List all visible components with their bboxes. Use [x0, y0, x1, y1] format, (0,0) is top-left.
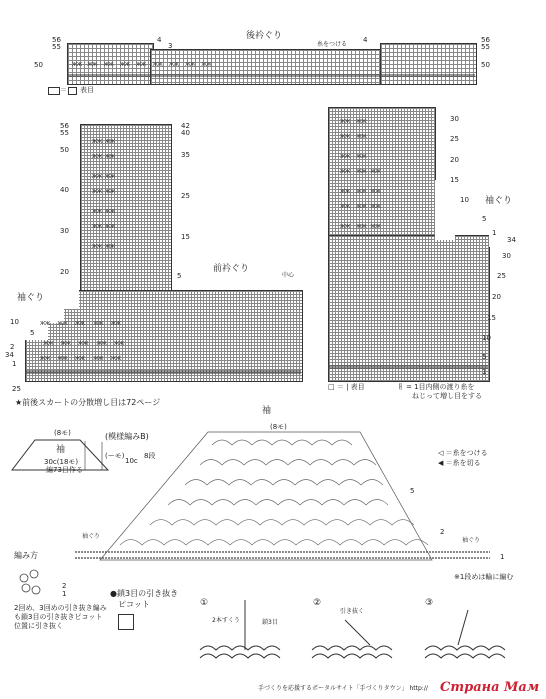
- step-4a: 4: [157, 36, 162, 44]
- picot-label-3: 引き抜く: [340, 608, 365, 615]
- back-neck-title: 後衿ぐり: [246, 31, 283, 41]
- front-motifs: ЖЖ ЖЖ ЖЖ ЖЖ ЖЖ ЖЖ ЖЖ ЖЖ ЖЖ ЖЖ ЖЖ ЖЖ ЖЖ ЖЖ: [92, 139, 115, 250]
- skirt-note: ★前後スカートの分散増し目は72ページ: [15, 398, 161, 407]
- front-row-30: 30: [60, 227, 69, 235]
- method-step-1: 1: [62, 590, 67, 598]
- front-right-25: 25: [181, 192, 190, 200]
- front-neck-title: 前衿ぐり: [213, 264, 250, 274]
- row-56-right: 56: [481, 36, 490, 44]
- sleeve-top-label: (8モ): [54, 429, 71, 437]
- picot-label-2: 鎖3目: [262, 619, 278, 626]
- front-row-5: 5: [30, 329, 35, 337]
- sleeve-join-legend: ◁ ＝糸をつける: [438, 449, 488, 457]
- side-r-5b: 5: [482, 353, 487, 361]
- footer-text: 手づくりを応援するポータルサイト「手づくりタウン」 http://: [258, 685, 428, 692]
- front-row-25: 25: [12, 385, 21, 393]
- side-r-20: 20: [450, 156, 459, 164]
- front-row-55: 55: [60, 129, 69, 137]
- picot-title2: ピコット: [118, 600, 150, 609]
- front-right-15: 15: [181, 233, 190, 241]
- sleeve-small-title: 袖: [56, 445, 66, 455]
- front-right-40: 40: [181, 129, 190, 137]
- side-r-10b: 10: [482, 334, 491, 342]
- side-r-1b: 1: [482, 368, 487, 376]
- center-label: 中心: [282, 272, 295, 279]
- side-r-25: 25: [450, 135, 459, 143]
- sleeve-row-5: 5: [410, 487, 415, 495]
- legend-equals: ＝: [60, 86, 67, 94]
- row-55-right: 55: [481, 43, 490, 51]
- legend2-item-1: □ ＝ | 表目: [328, 383, 365, 391]
- front-row-2: 2: [10, 343, 15, 351]
- join-label: 糸をつける: [317, 41, 348, 48]
- side-r-5: 5: [482, 215, 487, 223]
- picot-step-1: ①: [200, 598, 209, 608]
- picot-step-2: ②: [313, 598, 322, 608]
- sleeve-note: ※1段めは輪に編む: [454, 573, 514, 581]
- sleeve-pick: 編73目作る: [46, 466, 83, 474]
- picot-step-3: ③: [425, 598, 434, 608]
- side-r-15: 15: [450, 176, 459, 184]
- front-row-56: 56: [60, 122, 69, 130]
- method-text-3: 位置に引き抜く: [14, 622, 63, 630]
- sleeve-row-2: 2: [440, 528, 445, 536]
- row-50-left: 50: [34, 61, 43, 69]
- sleeve-left-armhole: 袖ぐり: [82, 533, 101, 540]
- sleeve-rows: 8段: [144, 452, 156, 460]
- legend2-item-2: ㅐ = 1目内側の渡り糸を: [397, 383, 475, 391]
- side-armhole-label: 袖ぐり: [485, 196, 513, 206]
- method-text-1: 2回め、3回めの引き抜き編み: [14, 604, 107, 612]
- row-50-right: 50: [481, 61, 490, 69]
- side-r-1: 1: [492, 229, 497, 237]
- front-right-42: 42: [181, 122, 190, 130]
- sleeve-pattern: (模様編みB): [105, 432, 149, 441]
- front-motifs-lower: ЖЖ ЖЖ ЖЖ ЖЖ ЖЖ ЖЖ ЖЖ ЖЖ ЖЖ ЖЖ ЖЖ ЖЖ ЖЖ ЖЖ ЖЖ: [40, 321, 124, 362]
- sleeve-width: 30c(18モ): [44, 458, 79, 466]
- side-motifs: ЖЖ ЖЖ ЖЖ ЖЖ ЖЖ ЖЖ ЖЖ ЖЖ ЖЖ ЖЖ ЖЖ ЖЖ ЖЖ ЖЖ ЖЖ ЖЖ ЖЖ ЖЖ: [340, 119, 381, 230]
- side-r-20b: 20: [492, 293, 501, 301]
- front-row-20: 20: [60, 268, 69, 276]
- method-title: 編み方: [14, 551, 38, 560]
- side-r-15b: 15: [487, 314, 496, 322]
- side-r-10: 10: [460, 196, 469, 204]
- front-row-50: 50: [60, 146, 69, 154]
- sleeve-chart-top: (8モ): [270, 423, 287, 431]
- legend2-item-3: ねじって増し目をする: [412, 392, 482, 400]
- front-row-34: 34: [5, 351, 14, 359]
- front-armhole-label: 袖ぐり: [17, 293, 45, 303]
- method-step-2: 2: [62, 582, 67, 590]
- side-r-34: 34: [507, 236, 516, 244]
- front-row-1: 1: [12, 360, 17, 368]
- row-55-left: 55: [52, 43, 61, 51]
- method-text-2: も鎖3目の引き抜きピコット: [14, 613, 103, 621]
- sleeve-length: 10c: [125, 457, 138, 465]
- sleeve-right-armhole: 袖ぐり: [462, 537, 481, 544]
- side-r-25b: 25: [497, 272, 506, 280]
- sleeve-cut-legend: ◀ ＝糸を切る: [438, 459, 481, 467]
- sleeve-row-1: 1: [500, 553, 505, 561]
- sleeve-ratio: (ーモ): [105, 452, 125, 460]
- side-r-30: 30: [450, 115, 459, 123]
- sleeve-chart-title: 袖: [262, 406, 272, 416]
- front-right-35: 35: [181, 151, 190, 159]
- row-56-left: 56: [52, 36, 61, 44]
- front-row-10: 10: [10, 318, 19, 326]
- motif-row: ЖЖ ЖЖ ЖЖ ЖЖ ЖЖ ЖЖ ЖЖ ЖЖ ЖЖ: [72, 62, 212, 68]
- side-r-30b: 30: [502, 252, 511, 260]
- watermark: Страна Мам: [440, 680, 540, 695]
- step-3a: 3: [168, 42, 173, 50]
- front-right-5: 5: [177, 272, 182, 280]
- front-row-40: 40: [60, 186, 69, 194]
- picot-label-1: 2本すくう: [212, 617, 240, 624]
- legend-text: 表目: [80, 86, 94, 94]
- picot-title: ●鎖3目の引き抜き: [110, 589, 179, 598]
- step-4b: 4: [363, 36, 368, 44]
